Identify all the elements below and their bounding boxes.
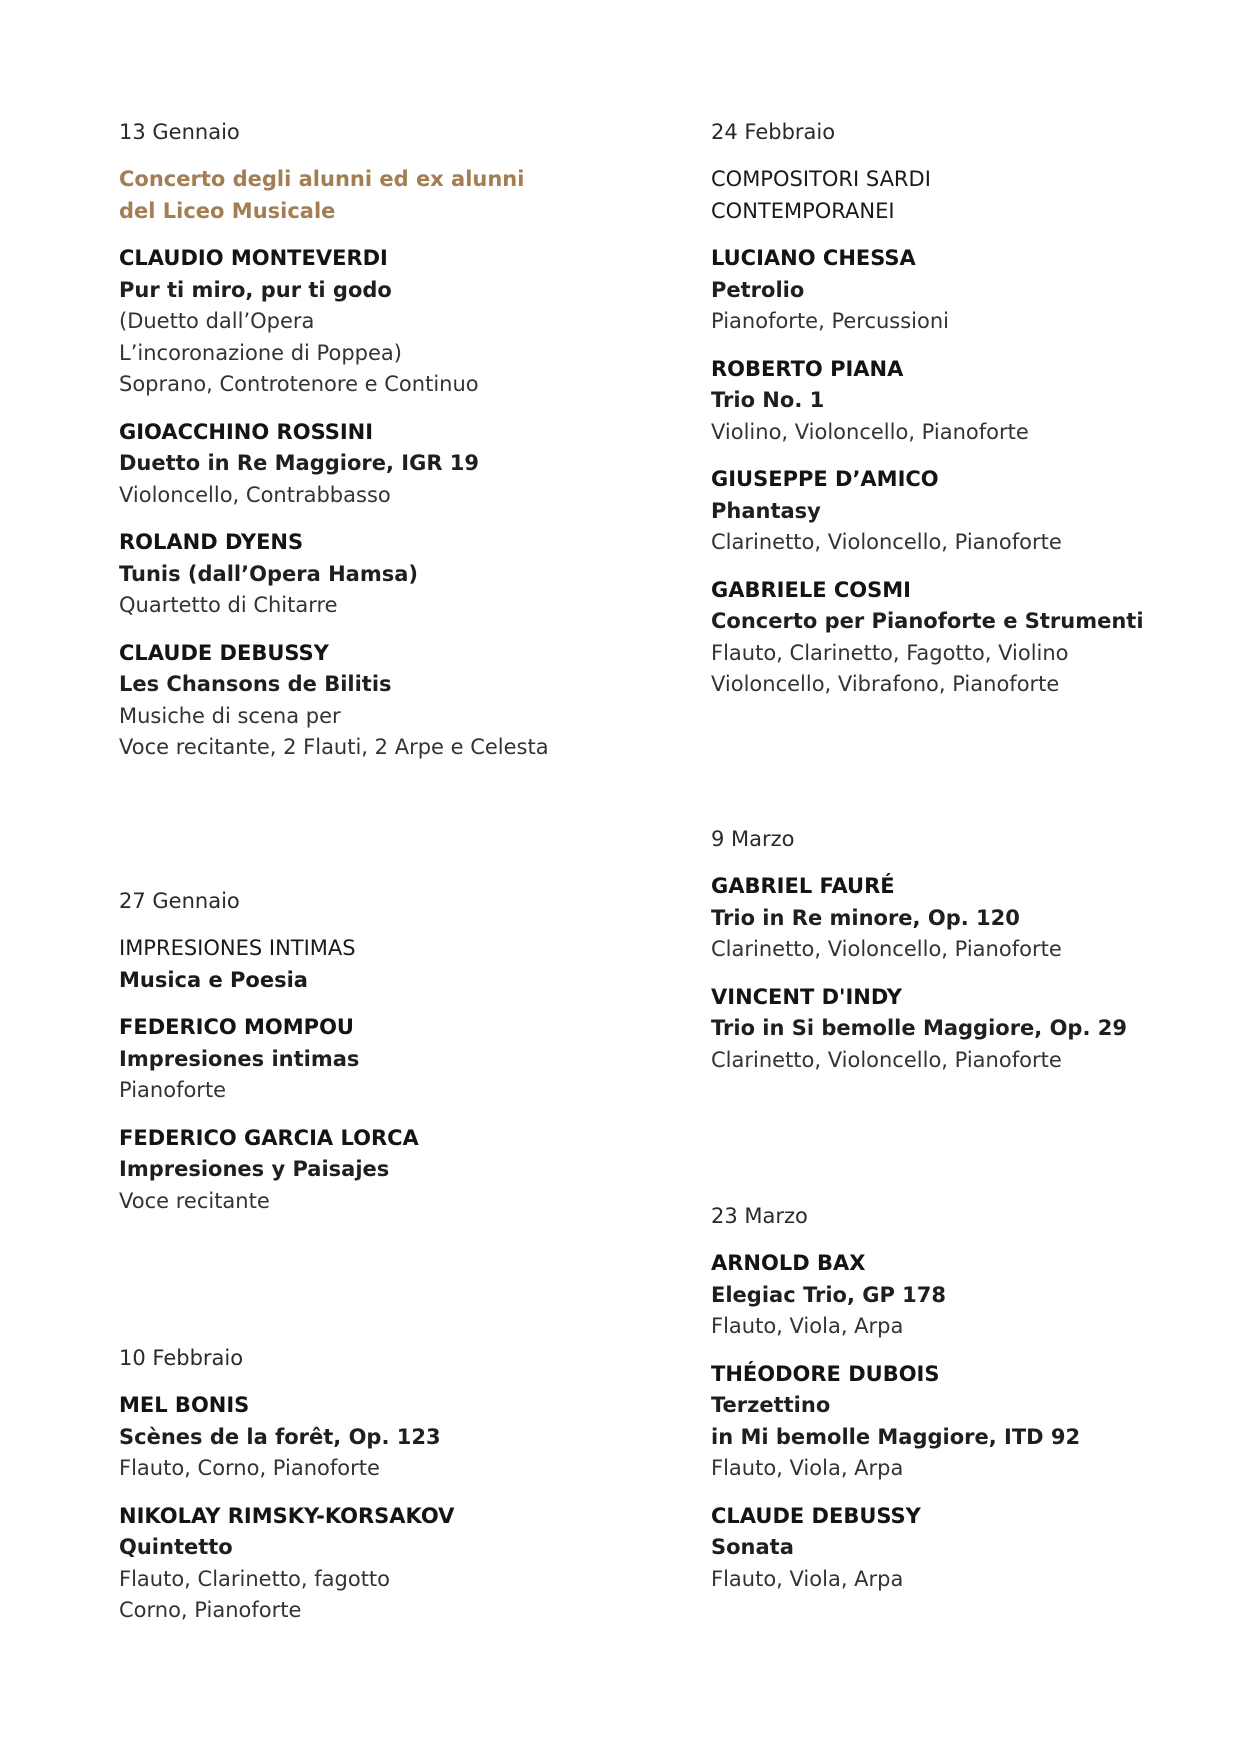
composer-name: CLAUDE DEBUSSY bbox=[711, 1503, 921, 1528]
work-title: Phantasy bbox=[711, 498, 821, 523]
work-detail: L’incoronazione di Poppea) bbox=[119, 340, 402, 365]
work-title: Trio No. 1 bbox=[711, 388, 825, 412]
program-piece bbox=[711, 1248, 1231, 1343]
program-piece bbox=[119, 527, 639, 622]
work-title: Impresiones y Paisajes bbox=[119, 1157, 390, 1181]
work-detail: Musiche di scena per bbox=[119, 703, 341, 728]
program-piece bbox=[119, 1123, 639, 1218]
instrumentation: Flauto, Clarinetto, fagotto bbox=[119, 1566, 391, 1591]
instrumentation: Pianoforte, Percussioni bbox=[711, 309, 950, 333]
event-13-gennaio bbox=[119, 117, 639, 780]
program-piece bbox=[711, 982, 1231, 1077]
program-piece bbox=[119, 417, 639, 512]
program-piece bbox=[119, 638, 639, 764]
work-title: Petrolio bbox=[711, 277, 805, 302]
work-title: Tunis (dall’Opera Hamsa) bbox=[119, 561, 418, 586]
instrumentation: Flauto, Viola, Arpa bbox=[711, 1314, 904, 1338]
event-subtitle: Musica e Poesia bbox=[119, 967, 308, 992]
instrumentation: Voce recitante bbox=[119, 1188, 270, 1213]
instrumentation: Flauto, Clarinetto, Fagotto, Violino bbox=[711, 640, 1069, 665]
composer-name: VINCENT D'INDY bbox=[711, 984, 902, 1009]
program-piece bbox=[711, 243, 1231, 338]
composer-name: FEDERICO MOMPOU bbox=[119, 1015, 354, 1039]
event-9-marzo bbox=[711, 824, 1231, 1092]
instrumentation: Voce recitante, 2 Flauti, 2 Arpe e Celesta bbox=[119, 735, 549, 759]
event-24-febbraio bbox=[711, 117, 1231, 717]
composer-name: ROLAND DYENS bbox=[119, 530, 304, 554]
event-date: 23 Marzo bbox=[711, 1204, 808, 1228]
work-title: Scènes de la forêt, Op. 123 bbox=[119, 1424, 441, 1449]
composer-name: LUCIANO CHESSA bbox=[711, 246, 916, 270]
work-title: Duetto in Re Maggiore, IGR 19 bbox=[119, 451, 480, 475]
event-date: 27 Gennaio bbox=[119, 889, 240, 913]
work-title: in Mi bemolle Maggiore, ITD 92 bbox=[711, 1424, 1081, 1449]
composer-name: GABRIELE COSMI bbox=[711, 577, 911, 602]
work-title: Terzettino bbox=[711, 1393, 831, 1417]
composer-name: CLAUDIO MONTEVERDI bbox=[119, 246, 388, 270]
event-23-marzo bbox=[711, 1201, 1231, 1611]
program-piece bbox=[119, 1390, 639, 1485]
instrumentation: Quartetto di Chitarre bbox=[119, 593, 338, 617]
work-title: Quintetto bbox=[119, 1535, 233, 1559]
program-piece bbox=[711, 871, 1231, 966]
work-title: Impresiones intimas bbox=[119, 1046, 360, 1071]
instrumentation: Flauto, Viola, Arpa bbox=[711, 1566, 904, 1591]
event-title-line: del Liceo Musicale bbox=[119, 198, 336, 223]
instrumentation: Violoncello, Contrabbasso bbox=[119, 482, 391, 507]
work-title: Sonata bbox=[711, 1535, 794, 1559]
composer-name: ROBERTO PIANA bbox=[711, 356, 904, 381]
event-10-febbraio bbox=[119, 1343, 639, 1643]
instrumentation: Clarinetto, Violoncello, Pianoforte bbox=[711, 1047, 1062, 1072]
composer-name: GIUSEPPE D’AMICO bbox=[711, 467, 939, 491]
composer-name: MEL BONIS bbox=[119, 1393, 250, 1417]
event-title bbox=[711, 164, 1231, 227]
event-date: 24 Febbraio bbox=[711, 120, 836, 144]
event-date: 10 Febbraio bbox=[119, 1346, 244, 1370]
composer-name: FEDERICO GARCIA LORCA bbox=[119, 1125, 419, 1150]
instrumentation: Clarinetto, Violoncello, Pianoforte bbox=[711, 530, 1062, 554]
composer-name: GIOACCHINO ROSSINI bbox=[119, 419, 374, 444]
event-title bbox=[119, 164, 639, 227]
program-piece bbox=[711, 1359, 1231, 1485]
instrumentation: Clarinetto, Violoncello, Pianoforte bbox=[711, 937, 1062, 961]
instrumentation: Corno, Pianoforte bbox=[119, 1598, 302, 1622]
program-piece bbox=[119, 1012, 639, 1107]
work-title: Les Chansons de Bilitis bbox=[119, 672, 392, 696]
instrumentation: Violoncello, Vibrafono, Pianoforte bbox=[711, 672, 1060, 696]
work-title: Pur ti miro, pur ti godo bbox=[119, 277, 392, 302]
composer-name: NIKOLAY RIMSKY-KORSAKOV bbox=[119, 1503, 455, 1528]
event-title-line: Concerto degli alunni ed ex alunni bbox=[119, 167, 525, 191]
program-piece bbox=[711, 354, 1231, 449]
work-detail: (Duetto dall’Opera bbox=[119, 309, 315, 333]
composer-name: ARNOLD BAX bbox=[711, 1251, 866, 1275]
program-piece bbox=[119, 243, 639, 401]
program-piece bbox=[711, 575, 1231, 701]
composer-name: THÉODORE DUBOIS bbox=[711, 1361, 940, 1386]
event-date: 9 Marzo bbox=[711, 827, 795, 851]
event-title-line: COMPOSITORI SARDI bbox=[711, 167, 931, 191]
instrumentation: Flauto, Viola, Arpa bbox=[711, 1456, 904, 1480]
event-27-gennaio bbox=[119, 886, 639, 1233]
program-piece bbox=[711, 1501, 1231, 1596]
event-title-line: CONTEMPORANEI bbox=[711, 198, 895, 223]
work-title: Concerto per Pianoforte e Strumenti bbox=[711, 609, 1144, 633]
program-piece bbox=[119, 1501, 639, 1627]
instrumentation: Violino, Violoncello, Pianoforte bbox=[711, 419, 1029, 444]
event-title bbox=[119, 933, 639, 965]
instrumentation: Flauto, Corno, Pianoforte bbox=[119, 1456, 380, 1480]
program-piece bbox=[711, 464, 1231, 559]
work-title: Trio in Si bemolle Maggiore, Op. 29 bbox=[711, 1016, 1127, 1040]
instrumentation: Soprano, Controtenore e Continuo bbox=[119, 372, 479, 396]
work-title: Elegiac Trio, GP 178 bbox=[711, 1282, 947, 1307]
composer-name: CLAUDE DEBUSSY bbox=[119, 640, 329, 665]
work-title: Trio in Re minore, Op. 120 bbox=[711, 905, 1020, 930]
event-title-line: IMPRESIONES INTIMAS bbox=[119, 936, 356, 960]
instrumentation: Pianoforte bbox=[119, 1078, 227, 1102]
composer-name: GABRIEL FAURÉ bbox=[711, 874, 895, 898]
event-date: 13 Gennaio bbox=[119, 120, 240, 144]
